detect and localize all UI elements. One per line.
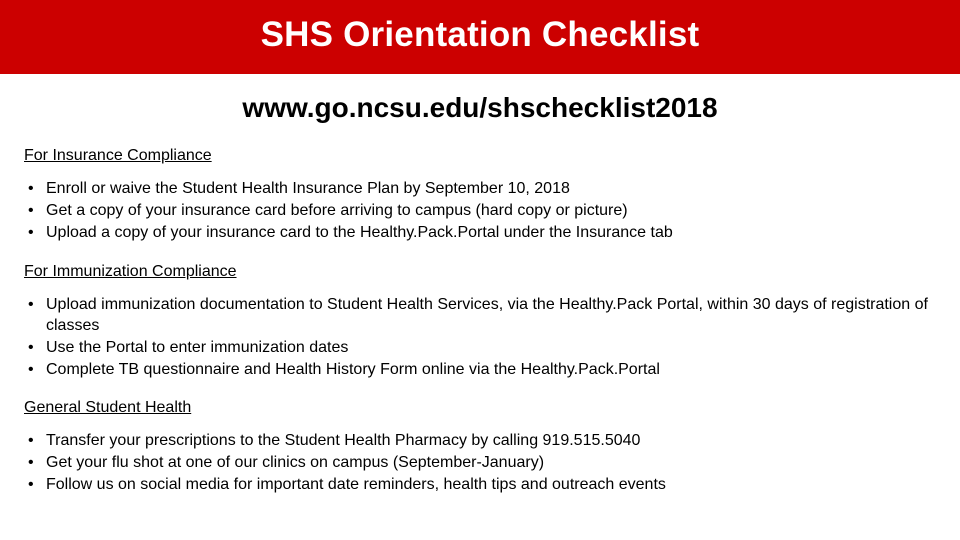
- bullet-icon: •: [28, 476, 34, 493]
- section-heading: For Immunization Compliance: [24, 263, 237, 280]
- list-item-text: Transfer your prescriptions to the Student Health Pharmacy by calling 919.515.5040: [46, 432, 641, 449]
- bullet-icon: •: [28, 454, 34, 471]
- list-item-text: Follow us on social media for important date reminders, health tips and outreach events: [46, 476, 666, 493]
- bullet-icon: •: [28, 432, 34, 449]
- section-insurance-compliance: [24, 146, 944, 243]
- bullet-icon: •: [28, 202, 34, 219]
- bullet-list: [24, 430, 944, 495]
- bullet-icon: •: [28, 180, 34, 197]
- bullet-list: [24, 294, 944, 380]
- list-item: [24, 222, 944, 243]
- list-item-text: Get your flu shot at one of our clinics on campus (September-January): [46, 454, 545, 471]
- section-heading: General Student Health: [24, 399, 192, 416]
- section-heading: For Insurance Compliance: [24, 147, 212, 164]
- bullet-icon: •: [28, 224, 34, 241]
- section-general-student-health: [24, 398, 944, 495]
- bullet-icon: •: [28, 296, 34, 313]
- list-item: [24, 337, 944, 358]
- list-item: [24, 200, 944, 221]
- list-item: [24, 430, 944, 451]
- list-item: [24, 474, 944, 495]
- list-item-text: Enroll or waive the Student Health Insurance Plan by September 10, 2018: [46, 180, 570, 197]
- list-item-text: Complete TB questionnaire and Health History Form online via the Healthy.Pack.Portal: [46, 361, 660, 378]
- title-bar: [0, 0, 960, 74]
- list-item-text: Use the Portal to enter immunization dates: [46, 339, 349, 356]
- list-item-text: Upload a copy of your insurance card to the Healthy.Pack.Portal under the Insurance tab: [46, 224, 673, 241]
- bullet-icon: •: [28, 339, 34, 356]
- bullet-list: [24, 178, 944, 243]
- list-item-text: Upload immunization documentation to Student Health Services, via the Healthy.Pack Portal, within 30 days of registration of classes: [46, 296, 928, 334]
- list-item: [24, 178, 944, 199]
- bullet-icon: •: [28, 361, 34, 378]
- list-item: [24, 452, 944, 473]
- checklist-content: [24, 146, 944, 496]
- slide-title: SHS Orientation Checklist: [260, 15, 700, 54]
- list-item: [24, 294, 944, 336]
- section-immunization-compliance: [24, 262, 944, 380]
- list-item-text: Get a copy of your insurance card before arriving to campus (hard copy or picture): [46, 202, 628, 219]
- checklist-url: www.go.ncsu.edu/shschecklist2018: [242, 92, 718, 123]
- list-item: [24, 359, 944, 380]
